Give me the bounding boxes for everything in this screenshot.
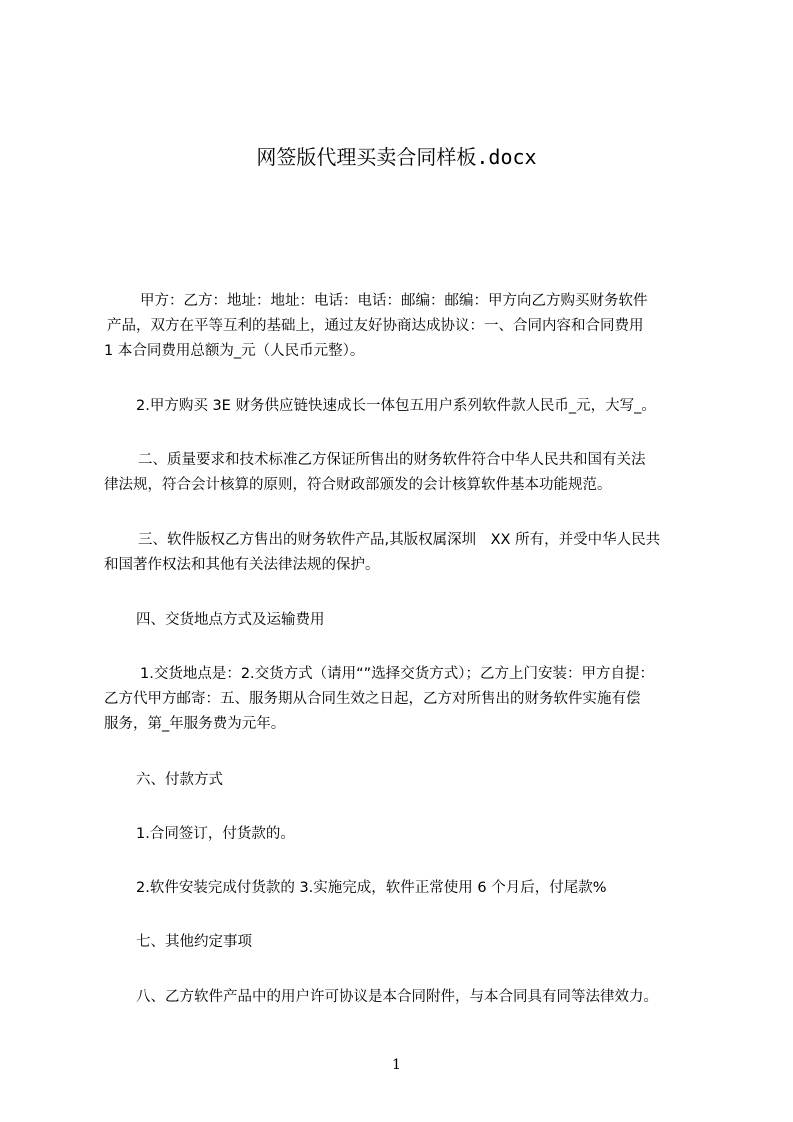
page-number: 1 (392, 1057, 401, 1073)
paragraph-payment-1: 1.合同签订，付货款的。 (136, 826, 295, 842)
paragraph-copyright-line-1: 三、软件版权乙方售出的财务软件产品,其版权属深圳 XX 所有，并受中华人民共 (138, 532, 661, 548)
paragraph-parties-line-2: 产品，双方在平等互利的基础上，通过友好协商达成协议：一、合同内容和合同费用 (107, 318, 644, 334)
paragraph-delivery-line-1: 1.交货地点是：2.交货方式（请用“”选择交货方式）；乙方上门安装：甲方自提： (140, 666, 654, 682)
heading-other-terms: 七、其他约定事项 (136, 934, 252, 950)
paragraph-quality-line-1: 二、质量要求和技术标准乙方保证所售出的财务软件符合中华人民共和国有关法 (138, 452, 646, 468)
heading-delivery: 四、交货地点方式及运输费用 (136, 612, 325, 628)
paragraph-parties-line-1: 甲方：乙方：地址：地址：电话：电话：邮编：邮编：甲方向乙方购买财务软件 (140, 293, 648, 309)
paragraph-parties-line-3: 1 本合同费用总额为_元（人民币元整）。 (104, 343, 365, 359)
paragraph-delivery-line-3: 服务，第_年服务费为元年。 (104, 716, 286, 732)
document-title: 网签版代理买卖合同样板.docx (256, 145, 537, 169)
paragraph-copyright-line-2: 和国著作权法和其他有关法律法规的保护。 (104, 557, 380, 573)
paragraph-license: 八、乙方软件产品中的用户许可协议是本合同附件，与本合同具有同等法律效力。 (136, 989, 658, 1005)
paragraph-delivery-line-2: 乙方代甲方邮寄：五、服务期从合同生效之日起，乙方对所售出的财务软件实施有偿 (104, 691, 641, 707)
paragraph-payment-2: 2.软件安装完成付货款的 3.实施完成，软件正常使用 6 个月后，付尾款% (136, 880, 607, 896)
heading-payment: 六、付款方式 (136, 772, 223, 788)
paragraph-purchase: 2.甲方购买 3E 财务供应链快速成长一体包五用户系列软件款人民币_元，大写_。 (136, 398, 656, 414)
paragraph-quality-line-2: 律法规，符合会计核算的原则，符合财政部颁发的会计核算软件基本功能规范。 (104, 477, 612, 493)
